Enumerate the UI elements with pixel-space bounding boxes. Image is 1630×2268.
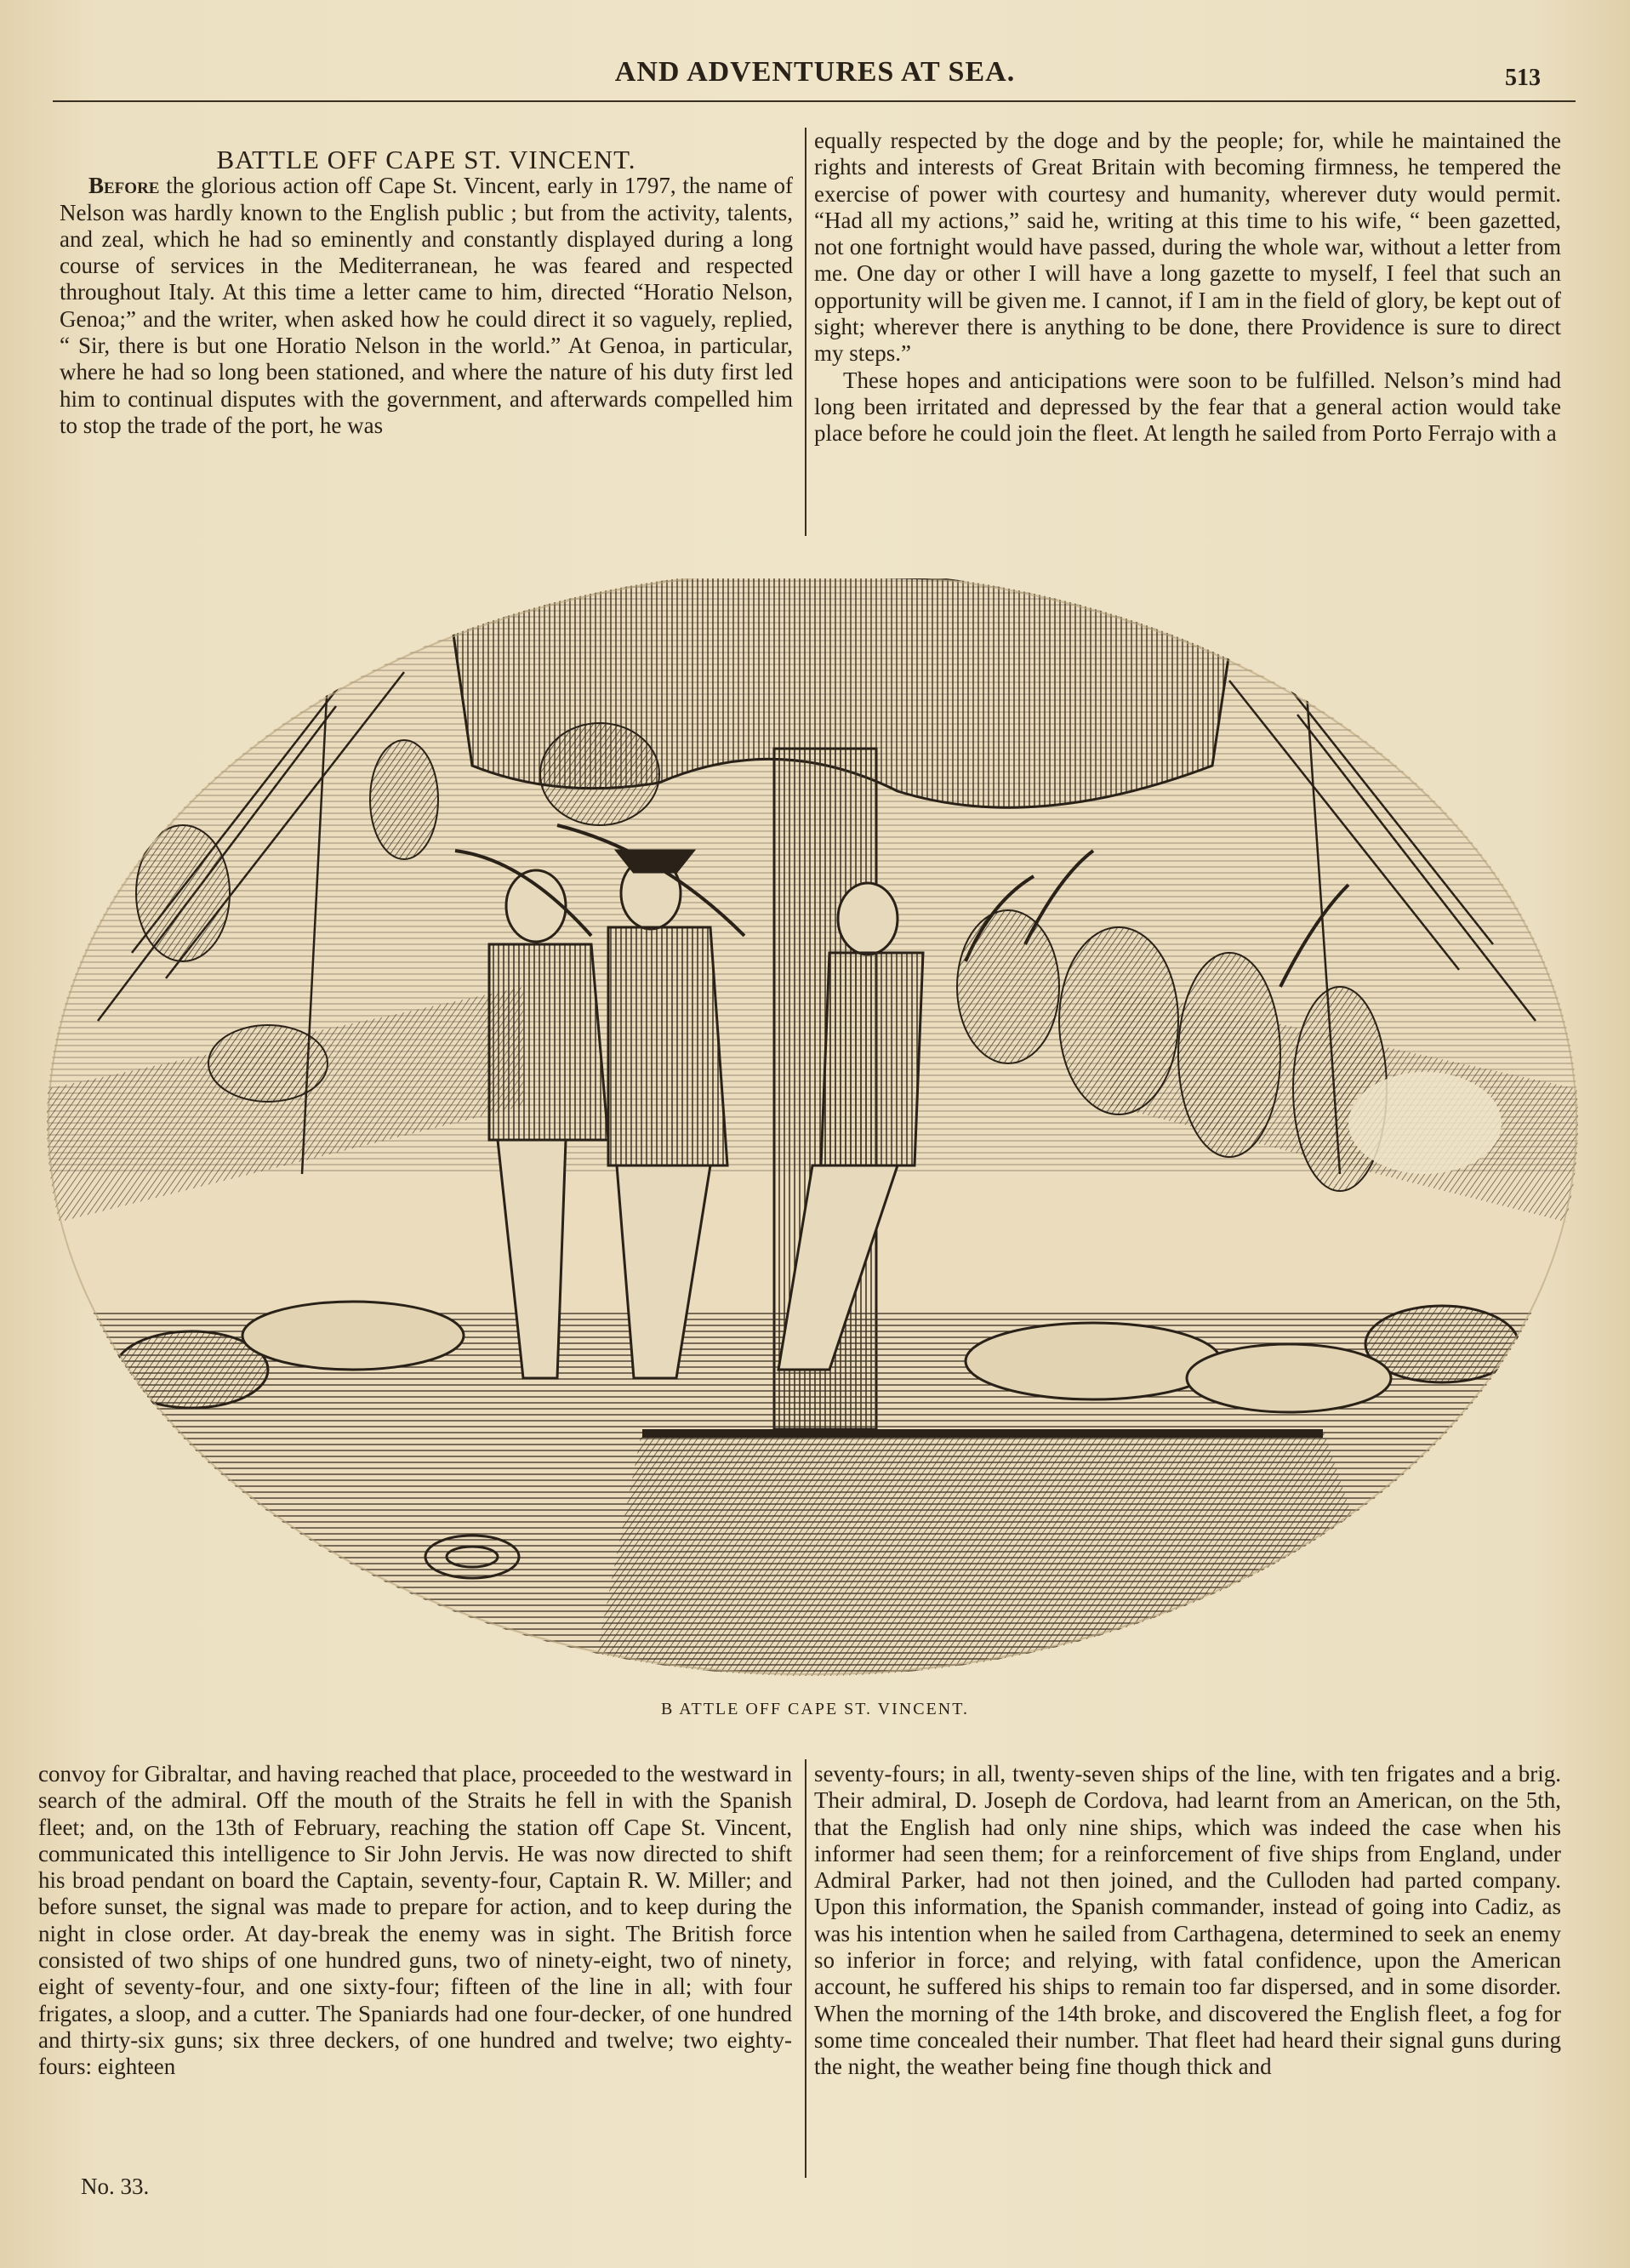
paragraph: seventy-fours; in all, twenty-seven ships of the line, with ten frigates and a brig. Their admiral, D. Joseph de Cordova, had learnt from an American, on the 5th, that the English had only nine ships, which was indeed the case when his informer had seen them; for a reinforcement of five ships from England, under Admiral Parker, had not then joined, and the Culloden had parted company. Upon this information, the Spanish commander, instead of going into Cadiz, as was his intention when he sailed from Carthagena, determined to seek an enemy so inferior in force; and relying, with fatal confidence, upon the American account, he suffered his ships to remain too far dispersed, and in some disorder. When the morning of the 14th broke, and discovered the English fleet, a fog for some time concealed their number. That fleet had heard their signal guns during the night, the weather being fine though thick and: [814, 1761, 1561, 2080]
running-head: AND ADVENTURES AT SEA.: [614, 56, 1016, 88]
illustration-caption: B ATTLE OFF CAPE ST. VINCENT.: [661, 1700, 969, 1718]
page-number: 513: [1505, 65, 1541, 91]
paragraph-text: the glorious action off Cape St. Vincent, early in 1797, the name of Nelson was hardly known to the English public ; but from the activity, talents, and zeal, which he had so eminently and constantly displayed during a long course of services in the Mediterranean, he was feared and respected throughout Italy. At this time a letter came to him, directed “Horatio Nelson, Genoa;” and the writer, when asked how he could direct it so vaguely, replied, “ Sir, there is but one Horatio Nelson in the world.” At Genoa, in particular, where he had so long been stationed, and where the nature of his duty first led him to continual disputes with the government, and afterwards compelled him to stop the trade of the port, he was: [60, 173, 793, 438]
column-2: [814, 128, 1561, 447]
column-4: [814, 1761, 1561, 2081]
dropcap-word: Before: [88, 173, 160, 199]
header-rule: [53, 100, 1576, 102]
engraving-illustration: [47, 578, 1578, 1680]
paragraph: These hopes and anticipations were soon to be fulfilled. Nelson’s mind had long been irritated and depressed by the fear that a general action would take place before he could join the fleet. At length he sailed from Porto Ferrajo with a: [814, 367, 1561, 447]
paragraph: equally respected by the doge and by the people; for, while he maintained the rights and interests of Great Britain with becoming firmness, he tempered the exercise of power with courtesy and humanity, wherever duty would permit. “Had all my actions,” said he, writing at this time to his wife, “ been gazetted, not one fortnight would have passed, during the whole war, without a letter from me. One day or other I will have a long gazette to myself, I feel that such an opportunity will be given me. I cannot, if I am in the field of glory, be kept out of sight; wherever there is anything to be done, there Providence is sure to direct my steps.”: [814, 128, 1561, 367]
issue-number: No. 33.: [81, 2174, 150, 2199]
column-divider: [805, 128, 806, 536]
paragraph: convoy for Gibraltar, and having reached that place, proceeded to the westward in search of the admiral. Off the mouth of the Straits he fell in with the Spanish fleet; and, on the 13th of February, reaching the station off Cape St. Vincent, communicated this intelligence to Sir John Jervis. He was now directed to shift his broad pendant on board the Captain, seventy-four, Captain R. W. Miller; and before sunset, the signal was made to prepare for action, and to keep during the night in close order. At day-break the enemy was in sight. The British force consisted of two ships of one hundred guns, two of ninety-eight, two of ninety, eight of seventy-four, and one sixty-four; fifteen of the line in all; with four frigates, a sloop, and a cutter. The Spaniards had one four-decker, of one hundred and thirty-six guns; six three deckers, of one hundred and twelve; two eighty-fours: eighteen: [38, 1761, 792, 2080]
column-divider: [805, 1759, 806, 2178]
paragraph: [60, 173, 793, 439]
column-1: [60, 146, 793, 439]
article-title: BATTLE OFF CAPE ST. VINCENT.: [216, 145, 636, 174]
column-3: [38, 1761, 792, 2081]
